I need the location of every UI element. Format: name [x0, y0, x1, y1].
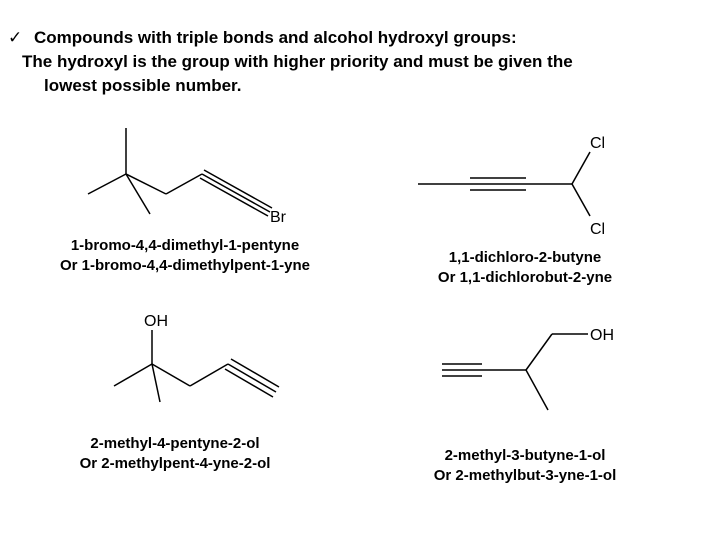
structure-bromo-dimethylpentyne — [80, 118, 320, 228]
iupac-name: 1,1-dichloro-2-butyne — [448, 249, 602, 266]
iupac-name: 2-methyl-3-butyne-1-ol — [444, 447, 606, 464]
structure-methylpentyneol — [100, 306, 290, 406]
alternate-name: Or 2-methylbut-3-yne-1-ol — [433, 467, 617, 484]
atom-label-cl-top: Cl — [590, 135, 606, 152]
atom-label-oh: OH — [144, 313, 168, 330]
alternate-name: Or 1-bromo-4,4-dimethylpent-1-yne — [59, 257, 311, 274]
slide-heading — [8, 26, 708, 98]
heading-line-3: lowest possible number. — [44, 76, 242, 95]
atom-label-br: Br — [270, 209, 286, 226]
skeletal-bonds — [418, 152, 590, 216]
checkmark-icon: ✓ — [8, 28, 23, 47]
compound-name-4 — [380, 446, 670, 486]
heading-line-1 — [8, 26, 708, 50]
heading-line-2: The hydroxyl is the group with higher priority and must be given the — [22, 52, 573, 71]
alternate-name: Or 1,1-dichlorobut-2-yne — [437, 269, 613, 286]
iupac-name: 2-methyl-4-pentyne-2-ol — [90, 435, 260, 452]
skeletal-bonds — [88, 128, 272, 216]
structure-methylbutyneol — [430, 316, 630, 416]
structure-dichlorobutyne — [410, 130, 630, 240]
skeletal-bonds — [442, 334, 588, 410]
compound-name-1 — [20, 236, 350, 276]
alternate-name: Or 2-methylpent-4-yne-2-ol — [79, 455, 271, 472]
iupac-name: 1-bromo-4,4-dimethyl-1-pentyne — [70, 237, 300, 254]
atom-label-oh: OH — [590, 327, 614, 344]
skeletal-bonds — [114, 330, 279, 402]
compound-name-2 — [380, 248, 670, 288]
heading-text-1: Compounds with triple bonds and alcohol hydroxyl groups: — [34, 28, 517, 47]
atom-label-cl-bottom: Cl — [590, 221, 606, 238]
compound-name-3 — [30, 434, 320, 474]
